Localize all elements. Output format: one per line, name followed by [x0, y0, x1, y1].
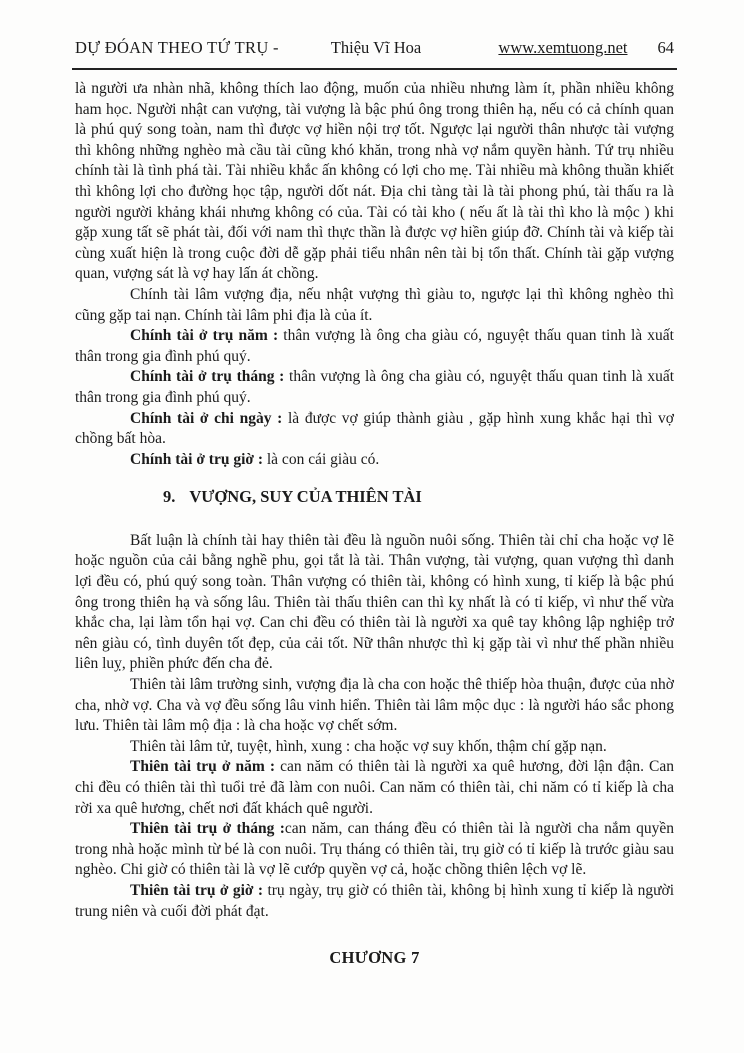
paragraph-text: là được vợ giúp thành giàu , gặp hình xung khắc hại thì vợ chồng bất hòa.: [75, 409, 674, 448]
paragraph-text: thân vượng là ông cha giàu có, nguyệt thấu quan tinh là xuất thân trong gia đình phú quý.: [75, 327, 674, 365]
paragraph: [75, 737, 674, 758]
page-number: 64: [657, 38, 674, 57]
paragraph: [75, 409, 674, 450]
website-link[interactable]: www.xemtuong.net: [498, 38, 628, 57]
paragraph: [75, 367, 674, 408]
book-title: DỰ ĐÓAN THEO TỨ TRỤ -: [75, 38, 279, 57]
document-body: [75, 79, 674, 969]
paragraph-text: Thiên tài lâm tử, tuyệt, hình, xung : cha hoặc vợ suy khốn, thậm chí gặp nạn.: [130, 737, 607, 755]
paragraph: [75, 285, 674, 326]
page-header: [75, 38, 674, 58]
paragraph-text: Bất luận là chính tài hay thiên tài đều là nguồn nuôi sống. Thiên tài chỉ cha hoặc vợ lẽ hoặc nguồn của cải bằng nghề phu, gọi tắt là tài. Thân vượng, tài vượng, quan vượng thì danh lợi đều có, phú quý song toàn. Thân vượng có thiên tài, không có hình xung, tỉ kiếp là bậc phú ông trong thiên hạ và sống lâu. Thiên tài thấu thiên can thì kỵ nhất là có tỉ kiếp, vì như thế vừa khắc cha, lại làm tổn hại vợ. Can chi đều có thiên tài là người xa quê tay không lập nghiệp trở nên giàu có, tình duyên tốt đẹp, của cải tốt. Nữ thân nhược thì kị gặp tài vì như thế phần nhiều liên luỵ, phiền phức đến cha đẻ.: [75, 531, 674, 673]
paragraph-lead: Chính tài ở chi ngày :: [130, 409, 283, 427]
section-number: 9.: [163, 487, 176, 507]
paragraph-lead: Chính tài ở trụ giờ :: [130, 450, 263, 468]
paragraph: [75, 881, 674, 922]
paragraph-lead: Chính tài ở trụ tháng :: [130, 368, 285, 386]
paragraph-lead: Thiên tài trụ ở năm :: [130, 758, 276, 776]
paragraph: [75, 450, 674, 471]
header-right-group: [498, 38, 674, 58]
paragraph: [75, 819, 674, 881]
paragraph-text: là con cái giàu có.: [263, 450, 380, 468]
chapter-heading: CHƯƠNG 7: [329, 948, 420, 968]
paragraph: [75, 79, 674, 285]
paragraph-text: can năm có thiên tài là người xa quê hương, đời lận đận. Can chi đều có thiên tài thì tuổi trẻ đã làm con nuôi. Can năm có thiên tài, chi năm có tỉ kiếp là cha rời xa quê hương, chết nơi đất khách quê người.: [75, 758, 675, 817]
paragraph: [75, 757, 674, 819]
paragraph: [75, 326, 674, 367]
section-title: VƯỢNG, SUY CỦA THIÊN TÀI: [189, 487, 422, 507]
paragraph-text: trụ ngày, trụ giờ có thiên tài, không bị hình xung tỉ kiếp là người trung niên và cuối đời phát đạt.: [75, 881, 674, 920]
paragraph: [75, 675, 674, 737]
paragraph: [75, 531, 674, 675]
paragraph-text: Chính tài lâm vượng địa, nếu nhật vượng thì giàu to, ngược lại thì không nghèo thì cũng gặp tai nạn. Chính tài lâm phi địa là của ít.: [75, 285, 674, 324]
paragraph-lead: Thiên tài trụ ở tháng :: [130, 820, 285, 838]
paragraph-text: Thiên tài lâm trường sinh, vượng địa là cha con hoặc thê thiếp hòa thuận, được của nhờ cha, nhờ vợ. Cha và vợ đều sống lâu vinh hiển. Thiên tài lâm mộc dục : là người háo sắc phong lưu. Thiên tài lâm mộ địa : là cha hoặc vợ chết sớm.: [75, 676, 674, 735]
header-divider: [72, 68, 677, 70]
author-name: Thiệu Vĩ Hoa: [330, 38, 422, 57]
paragraph-text: can năm, can tháng đều có thiên tài là người cha nắm quyền trong nhà hoặc mình từ bé là con nuôi. Trụ tháng có thiên tài, trụ giờ có tỉ kiếp là trước giàu sau nghèo. Chi giờ có thiên tài là vợ lẽ cướp quyền vợ cả, hoặc chồng thiên lệch vợ lẽ.: [75, 820, 674, 879]
paragraph-text: là người ưa nhàn nhã, không thích lao động, muốn của nhiều nhưng làm ít, phần nhiều không ham học. Người nhật can vượng, tài vượng là bậc phú ông trong thiên hạ, nếu có cả chính quan là phú quý song toàn, nam thì được vợ hiền nội trợ tốt. Ngược lại người thân nhược tài vượng thì không những nghèo mà cầu tài cũng khó khăn, trong nhà vợ nắm quyền hành. Tứ trụ nhiều chính tài là tình phá tài. Tài nhiều khắc ấn không có lợi cho mẹ. Tài nhiều mà không thuần khiết thì không lợi cho đường học tập, người dốt nát. Địa chi tàng tài là tài phong phú, tài thấu ra là người người khảng khái nhưng không có của. Tài có tài kho ( nếu ất là tài thì kho là mộc ) khi gặp xung tất sẽ phát tài, đối với nam thì thực thần là được vợ hiền giúp đỡ. Chính tài và kiếp tài cùng xuất hiện là trong cuộc đời dễ gặp phải tiểu nhân nên tài bị tổn thất. Chính tài gặp vượng quan, vượng sát là vợ hay lấn át chồng.: [75, 80, 674, 283]
paragraph-lead: Chính tài ở trụ năm :: [130, 327, 279, 345]
section-heading: [163, 487, 674, 508]
paragraph-lead: Thiên tài trụ ở giờ :: [130, 881, 264, 899]
paragraph-text: thân vượng là ông cha giàu có, nguyệt thấu quan tinh là xuất thân trong gia đình phú quý.: [75, 368, 675, 406]
